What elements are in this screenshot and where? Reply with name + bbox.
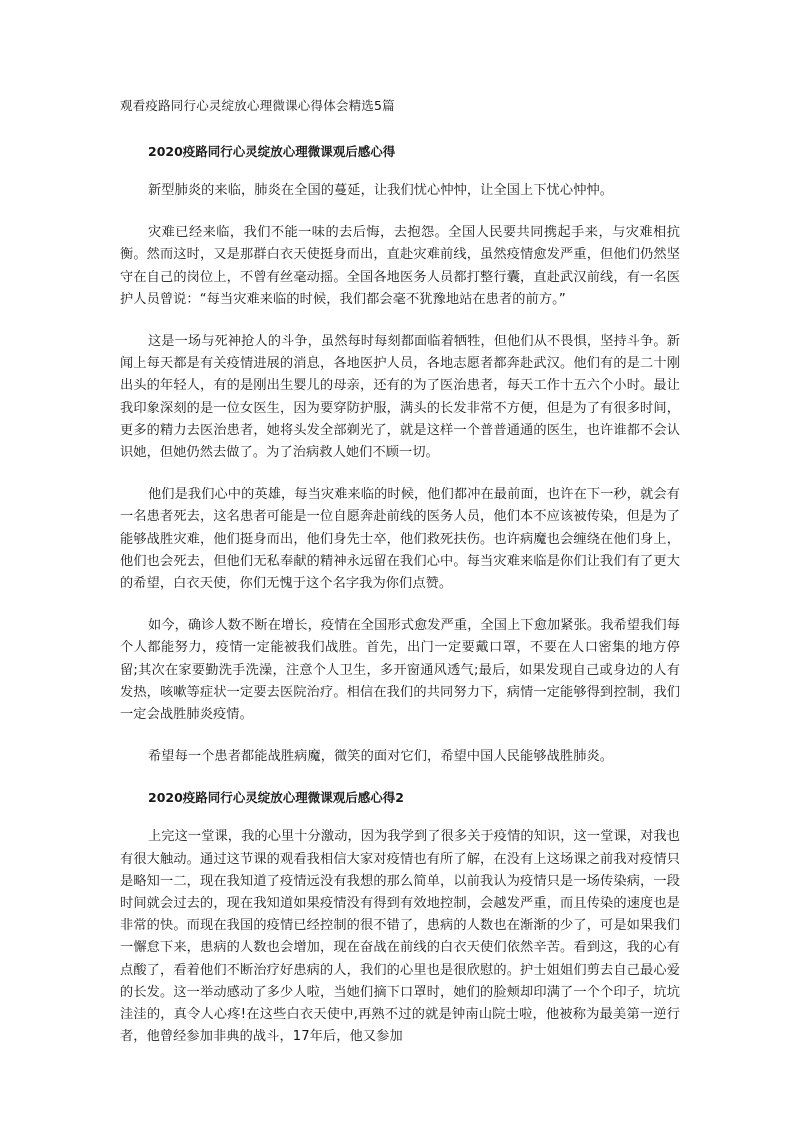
paragraph: 上完这一堂课，我的心里十分激动，因为我学到了很多关于疫情的知识，这一堂课，对我也有很大触动。通过这节课的观看我相信大家对疫情也有所了解，在没有上这场课之前我对疫情只是略知一二，现在我知道了疫情远没有我想的那么简单，以前我认为疫情只是一场传染病，一段时间就会过去的，现在我知道如果疫情没有得到有效地控制，会越发严重，而且传染的速度也是非常的快。而现在我国的疫情已经控制的很不错了，患病的人数也在渐渐的少了，可是如果我们一懈怠下来，患病的人数也会增加，现在奋战在前线的白衣天使们依然辛苦。看到这，我的心有点酸了，看着他们不断治疗好患病的人，我们的心里也是很欣慰的。护士姐姐们剪去自己最心爱的长发。这一举动感动了多少人啦，当她们摘下口罩时，她们的脸颊却印满了一个个印子，坑坑洼洼的，真令人心疼!在这些白衣天使中,再熟不过的就是钟南山院士啦，他被称为最美第一逆行者，他曾经参加非典的战斗，17年后，他又参加 [120,829,680,1045]
paragraph: 他们是我们心中的英雄，每当灾难来临的时候，他们都冲在最前面，也许在下一秒，就会有一名患者死去，这名患者可能是一位自愿奔赴前线的医务人员，他们本不应该被传染，但是为了能够战胜灾难，他们挺身而出，他们身先士卒，他们救死扶伤。也许病魔也会缠绕在他们身上，他们也会死去，但他们无私奉献的精神永远留在我们心中。每当灾难来临是你们让我们有了更大的希望，白衣天使，你们无愧于这个名字我为你们点赞。 [120,487,680,592]
paragraph: 如今，确诊人数不断在增长，疫情在全国形式愈发严重，全国上下愈加紧张。我希望我们每个人都能努力，疫情一定能被我们战胜。首先，出门一定要戴口罩，不要在人口密集的地方停留;其次在家要勤洗手洗澡，注意个人卫生，多开窗通风透气;最后，如果发现自己或身边的人有发热，咳嗽等症状一定要去医院治疗。相信在我们的共同努力下，病情一定能够得到控制，我们一定会战胜肺炎疫情。 [120,618,680,723]
document-page [120,96,680,1069]
section-1-title: 2020疫路同行心灵绽放心理微课观后感心得 [148,144,396,159]
paragraph: 这是一场与死神抢人的斗争，虽然每时每刻都面临着牺牲，但他们从不畏惧，坚持斗争。新闻上每天都是有关疫情进展的消息，各地医护人员，各地志愿者都奔赴武汉。他们有的是二十刚出头的年轻人，有的是刚出生婴儿的母亲，还有的为了医治患者，每天工作十五六个小时。最让我印象深刻的是一位女医生，因为要穿防护服，满头的长发非常不方便，但是为了有很多时间，更多的精力去医治患者，她将头发全部剃光了，就是这样一个普普通通的医生，也许谁都不会认识她，但她仍然去做了。为了治病救人她们不顾一切。 [120,334,680,461]
paragraph: 新型肺炎的来临，肺炎在全国的蔓延，让我们忧心忡忡，让全国上下忧心忡忡。 [148,183,614,198]
section-2-title: 2020疫路同行心灵绽放心理微课观后感心得2 [148,790,404,806]
paragraph: 灾难已经来临，我们不能一味的去后悔，去抱怨。全国人民要共同携起手来，与灾难相抗衡。然而这时，又是那群白衣天使挺身而出，直赴灾难前线，虽然疫情愈发严重，但他们仍然坚守在自己的岗位上，不曾有丝毫动摇。全国各地医务人员都打整行囊，直赴武汉前线，有一名医护人员曾说：“每当灾难来临的时候，我们都会毫不犹豫地站在患者的前方。” [120,225,680,307]
paragraph: 希望每一个患者都能战胜病魔，微笑的面对它们，希望中国人民能够战胜肺炎。 [148,749,614,765]
document-title: 观看疫路同行心灵绽放心理微课心得体会精选5篇 [120,98,395,113]
